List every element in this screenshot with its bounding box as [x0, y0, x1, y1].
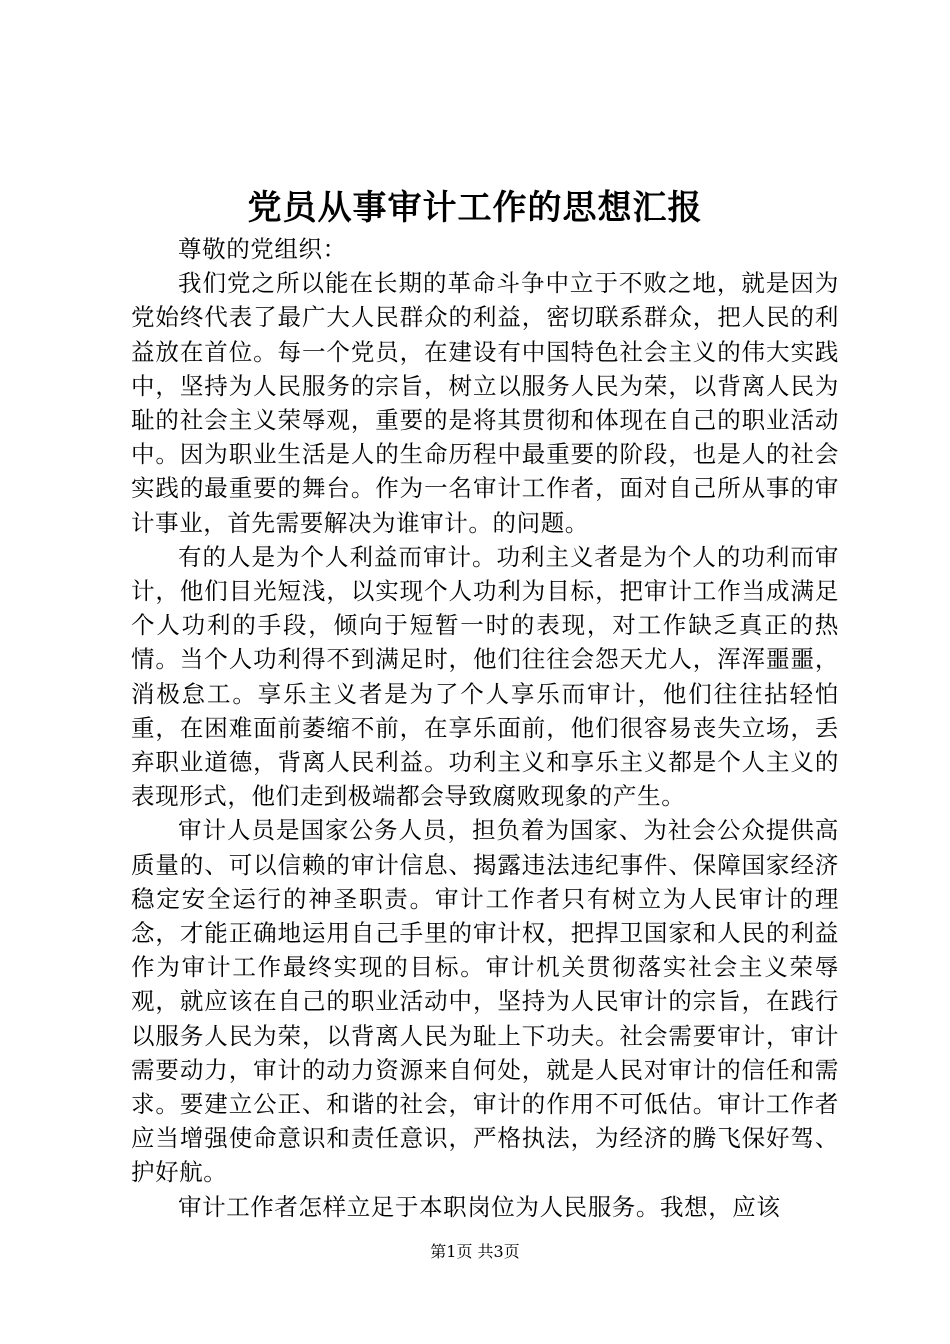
- page-footer: 第1页 共3页: [430, 1242, 520, 1261]
- paragraph-2: 有的人是为个人利益而审计。功利主义者是为个人的功利而审计，他们目光短浅，以实现个人功利为目标，把审计工作当成满足个人功利的手段，倾向于短暂一时的表现，对工作缺乏真正的热情。当个人功利得不到满足时，他们往往会怨天尤人，浑浑噩噩，消极怠工。享乐主义者是为了个人享乐而审计，他们往往拈轻怕重，在困难面前萎缩不前，在享乐面前，他们很容易丧失立场，丢弃职业道德，背离人民利益。功利主义和享乐主义都是个人主义的表现形式，他们走到极端都会导致腐败现象的产生。: [131, 542, 839, 811]
- paragraph-4: 审计工作者怎样立足于本职岗位为人民服务。我想，应该: [178, 1192, 781, 1221]
- document-title: 党员从事审计工作的思想汇报: [247, 188, 703, 228]
- document-body: [131, 232, 839, 1224]
- paragraph-3: 审计人员是国家公务人员，担负着为国家、为社会公众提供高质量的、可以信赖的审计信息、揭露违法违纪事件、保障国家经济稳定安全运行的神圣职责。审计工作者只有树立为人民审计的理念，才能正确地运用自己手里的审计权，把捍卫国家和人民的利益作为审计工作最终实现的目标。审计机关贯彻落实社会主义荣辱观，就应该在自己的职业活动中，坚持为人民审计的宗旨，在践行以服务人民为荣，以背离人民为耻上下功夫。社会需要审计，审计需要动力，审计的动力资源来自何处，就是人民对审计的信任和需求。要建立公正、和谐的社会，审计的作用不可低估。审计工作者应当增强使命意识和责任意识，严格执法，为经济的腾飞保好驾、护好航。: [131, 816, 839, 1187]
- salutation: 尊敬的党组织：: [178, 235, 347, 263]
- paragraph-1: 我们党之所以能在长期的革命斗争中立于不败之地，就是因为党始终代表了最广大人民群众的利益，密切联系群众，把人民的利益放在首位。每一个党员，在建设有中国特色社会主义的伟大实践中，坚持为人民服务的宗旨，树立以服务人民为荣，以背离人民为耻的社会主义荣辱观，重要的是将其贯彻和体现在自己的职业活动中。因为职业生活是人的生命历程中最重要的阶段，也是人的社会实践的最重要的舞台。作为一名审计工作者，面对自己所从事的审计事业，首先需要解决为谁审计。的问题。: [131, 269, 839, 537]
